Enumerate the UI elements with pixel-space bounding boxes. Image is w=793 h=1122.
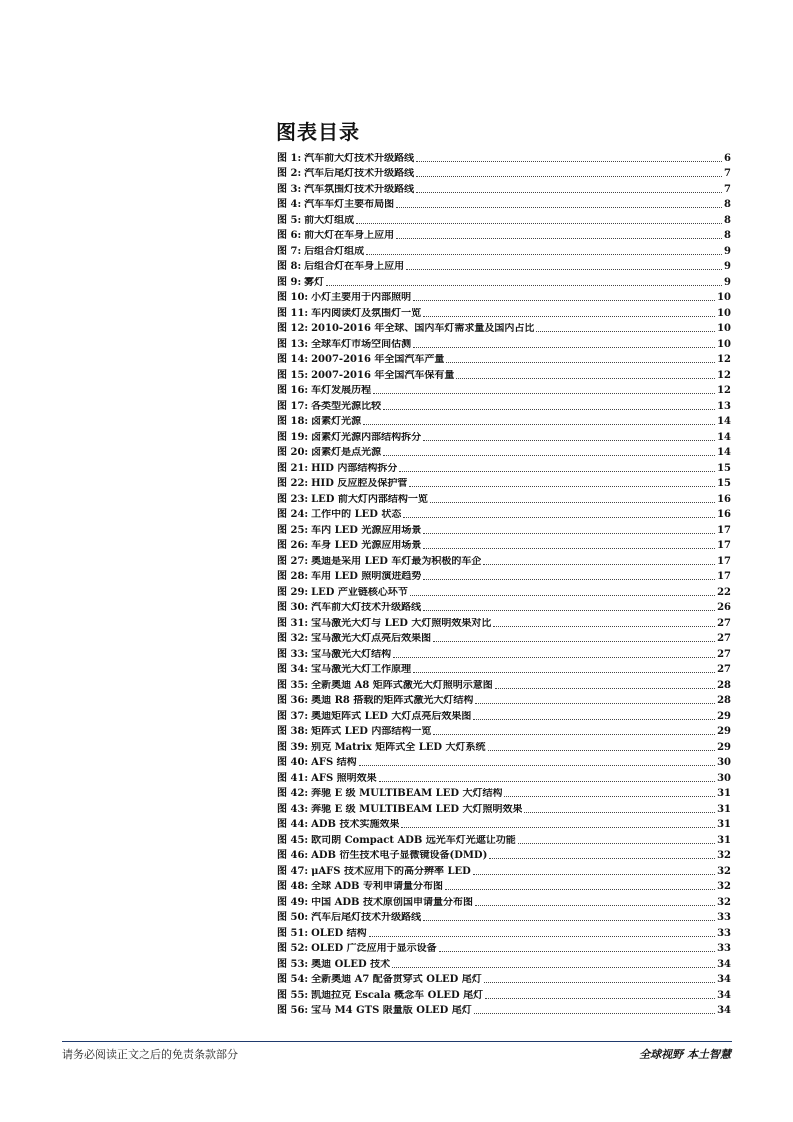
toc-entry-page: 17 [717, 571, 731, 582]
toc-entry-page: 26 [717, 602, 731, 613]
dot-leader [410, 595, 715, 596]
toc-entry-page: 15 [717, 462, 731, 474]
dot-leader [366, 254, 722, 255]
toc-entry-page: 27 [717, 664, 731, 675]
toc-entry-page: 17 [717, 540, 731, 551]
toc-entry[interactable] [277, 878, 731, 894]
toc-entry-page: 10 [717, 307, 731, 319]
toc-entry-title: 车内 LED 光源应用场景 [311, 524, 422, 536]
toc-entry-label: 图 49: [277, 896, 309, 908]
dot-leader [446, 362, 715, 363]
toc-entry-page: 28 [717, 679, 731, 691]
toc-entry[interactable] [277, 413, 731, 429]
toc-entry-page: 30 [717, 757, 731, 768]
toc-entry-title: 汽车氛围灯技术升级路线 [304, 183, 415, 195]
dot-leader [475, 703, 715, 704]
dot-leader [504, 796, 715, 797]
toc-entry-title: HID 内部结构拆分 [311, 462, 398, 474]
toc-entry-page: 10 [717, 323, 731, 334]
toc-entry-title: 奥迪是采用 LED 车灯最为积极的车企 [311, 555, 482, 567]
toc-entry-label: 图 6: [277, 230, 302, 241]
toc-entry-title: 中国 ADB 技术原创国申请量分布图 [311, 896, 473, 908]
dot-leader [396, 238, 722, 239]
dot-leader [485, 998, 715, 999]
toc-entry-page: 32 [717, 881, 731, 892]
toc-entry-label: 图 24: [277, 509, 309, 520]
toc-entry-label: 图 37: [277, 710, 309, 722]
toc-entry[interactable] [277, 614, 731, 630]
toc-entry-label: 图 52: [277, 943, 309, 954]
toc-entry-label: 图 16: [277, 385, 309, 396]
toc-entry-page: 9 [724, 245, 731, 257]
toc-entry-label: 图 20: [277, 447, 309, 458]
toc-entry[interactable] [277, 351, 731, 367]
dot-leader [456, 378, 715, 379]
toc-entry[interactable] [277, 335, 731, 351]
toc-entry-label: 图 35: [277, 679, 309, 691]
toc-entry[interactable] [277, 382, 731, 398]
toc-entry-label: 图 30: [277, 602, 309, 613]
toc-entry-label: 图 15: [277, 369, 309, 381]
toc-entry-title: 汽车后尾灯技术升级路线 [304, 168, 415, 179]
toc-entry[interactable] [277, 227, 731, 243]
toc-entry[interactable] [277, 940, 731, 956]
toc-entry[interactable] [277, 459, 731, 475]
toc-entry-page: 12 [717, 354, 731, 365]
toc-entry-title: 2007-2016 年全国汽车产量 [311, 354, 445, 365]
dot-leader [392, 967, 715, 968]
dot-leader [406, 269, 722, 270]
toc-entry-title: ADB 衍生技术电子显微镜设备(DMD) [311, 850, 488, 861]
toc-entry-label: 图 19: [277, 431, 309, 443]
dot-leader [403, 517, 715, 518]
toc-entry-title: 奥迪矩阵式 LED 大灯点亮后效果图 [311, 710, 472, 722]
dot-leader [379, 781, 715, 782]
toc-entry[interactable] [277, 320, 731, 336]
toc-entry-page: 31 [717, 834, 731, 846]
toc-entry-title: 宝马激光大灯结构 [311, 648, 392, 660]
toc-entry-label: 图 36: [277, 695, 309, 706]
toc-entry-title: 欧司朗 Compact ADB 远光车灯光遮让功能 [311, 834, 516, 846]
dot-leader [430, 502, 715, 503]
toc-entry-label: 图 11: [277, 307, 309, 319]
toc-entry[interactable] [277, 831, 731, 847]
toc-entry-label: 图 51: [277, 927, 309, 939]
toc-entry-label: 图 53: [277, 958, 309, 970]
dot-leader [369, 936, 715, 937]
toc-entry[interactable] [277, 1002, 731, 1018]
toc-entry-label: 图 55: [277, 989, 309, 1001]
toc-entry-title: LED 前大灯内部结构一览 [311, 493, 428, 505]
toc-entry-label: 图 47: [277, 865, 309, 877]
toc-entry[interactable] [277, 490, 731, 506]
toc-entry-label: 图 44: [277, 819, 309, 830]
toc-entry[interactable] [277, 211, 731, 227]
toc-entry-page: 14 [717, 416, 731, 427]
toc-entry[interactable] [277, 599, 731, 615]
dot-leader [413, 672, 715, 673]
toc-entry-title: 后组合灯在车身上应用 [304, 261, 405, 272]
dot-leader [488, 750, 716, 751]
toc-entry-title: 奥迪 R8 搭载的矩阵式激光大灯结构 [311, 695, 474, 706]
toc-entry[interactable] [277, 630, 731, 646]
toc-entry-label: 图 23: [277, 493, 309, 505]
toc-entry-label: 图 32: [277, 633, 309, 644]
toc-entry-page: 22 [717, 586, 731, 598]
toc-entry-title: 汽车前大灯技术升级路线 [304, 152, 415, 164]
toc-entry-page: 8 [724, 230, 731, 241]
dot-leader [416, 176, 722, 177]
toc-entry-title: 后组合灯组成 [304, 245, 365, 257]
toc-entry[interactable] [277, 258, 731, 274]
toc-entry-label: 图 9: [277, 276, 302, 288]
toc-entry-page: 16 [717, 509, 731, 520]
toc-entry-title: 汽车后尾灯技术升级路线 [311, 912, 422, 923]
toc-entry-page: 12 [717, 369, 731, 381]
toc-entry-label: 图 29: [277, 586, 309, 598]
toc-entry-title: 各类型光源比较 [311, 400, 382, 412]
toc-entry-label: 图 7: [277, 245, 302, 257]
toc-entry-label: 图 2: [277, 168, 302, 179]
toc-entry[interactable] [277, 707, 731, 723]
toc-entry-label: 图 13: [277, 338, 309, 350]
dot-leader [473, 874, 715, 875]
toc-entry-label: 图 38: [277, 726, 309, 737]
toc-entry-label: 图 14: [277, 354, 309, 365]
toc-entry-label: 图 5: [277, 214, 302, 226]
toc-entry-label: 图 48: [277, 881, 309, 892]
toc-entry-title: μAFS 技术应用下的高分辨率 LED [311, 865, 471, 877]
footer-divider [62, 1041, 732, 1042]
dot-leader [524, 812, 715, 813]
toc-entry[interactable] [277, 444, 731, 460]
toc-entry-label: 图 56: [277, 1005, 309, 1016]
toc-entry[interactable] [277, 862, 731, 878]
dot-leader [423, 610, 715, 611]
toc-entry-page: 7 [724, 183, 731, 195]
toc-entry-title: HID 反应腔及保护管 [311, 478, 408, 489]
toc-entry[interactable] [277, 552, 731, 568]
toc-entry[interactable] [277, 397, 731, 413]
dot-leader [536, 331, 715, 332]
toc-entry-page: 34 [717, 989, 731, 1001]
toc-entry-page: 7 [724, 168, 731, 179]
dot-leader [393, 657, 715, 658]
toc-entry[interactable] [277, 583, 731, 599]
toc-entry-page: 16 [717, 493, 731, 505]
dot-leader [433, 641, 715, 642]
dot-leader [484, 982, 715, 983]
toc-entry[interactable] [277, 366, 731, 382]
toc-entry-title: OLED 广泛应用于显示设备 [311, 943, 437, 954]
toc-entry-page: 13 [717, 400, 731, 412]
toc-entry-label: 图 33: [277, 648, 309, 660]
toc-entry-label: 图 21: [277, 462, 309, 474]
toc-entry-page: 29 [717, 741, 731, 753]
toc-entry-title: AFS 结构 [311, 757, 357, 768]
toc-entry-title: 前大灯组成 [304, 214, 355, 226]
toc-entry-label: 图 50: [277, 912, 309, 923]
dot-leader [493, 626, 715, 627]
dot-leader [439, 951, 715, 952]
toc-entry-page: 34 [717, 1005, 731, 1016]
toc-entry[interactable] [277, 909, 731, 925]
toc-entry-label: 图 41: [277, 772, 309, 784]
toc-entry-page: 6 [724, 152, 731, 164]
dot-leader [475, 905, 715, 906]
toc-entry-page: 10 [717, 338, 731, 350]
toc-entry-title: 车身 LED 光源应用场景 [311, 540, 422, 551]
toc-entry[interactable] [277, 785, 731, 801]
dot-leader [401, 827, 715, 828]
toc-entry[interactable] [277, 986, 731, 1002]
toc-entry-page: 17 [717, 524, 731, 536]
toc-entry-page: 10 [717, 292, 731, 303]
toc-entry[interactable] [277, 568, 731, 584]
toc-entry-label: 图 22: [277, 478, 309, 489]
page-title: 图表目录 [276, 120, 360, 144]
toc-entry[interactable] [277, 800, 731, 816]
toc-entry[interactable] [277, 924, 731, 940]
toc-entry-title: 宝马激光大灯点亮后效果图 [311, 633, 432, 644]
toc-entry-label: 图 1: [277, 152, 302, 164]
toc-entry-title: 车内阅读灯及氛围灯一览 [311, 307, 422, 319]
dot-leader [416, 161, 722, 162]
toc-entry-page: 34 [717, 958, 731, 970]
toc-entry-title: 2010-2016 年全球、国内车灯需求量及国内占比 [311, 323, 535, 334]
toc-entry-title: LED 产业链核心环节 [311, 586, 408, 598]
toc-entry[interactable] [277, 661, 731, 677]
toc-entry-title: 别克 Matrix 矩阵式全 LED 大灯系统 [311, 741, 486, 753]
toc-entry[interactable] [277, 847, 731, 863]
footer-disclaimer: 请务必阅读正文之后的免责条款部分 [62, 1048, 238, 1061]
toc-entry-page: 33 [717, 912, 731, 923]
toc-entry-title: 矩阵式 LED 内部结构一览 [311, 726, 432, 737]
toc-entry-page: 27 [717, 617, 731, 629]
toc-entry-page: 30 [717, 772, 731, 784]
dot-leader [399, 471, 715, 472]
toc-entry-label: 图 3: [277, 183, 302, 195]
toc-entry-label: 图 39: [277, 741, 309, 753]
toc-entry[interactable] [277, 149, 731, 165]
toc-entry[interactable] [277, 723, 731, 739]
toc-entry-label: 图 34: [277, 664, 309, 675]
toc-entry-title: 奥迪 OLED 技术 [311, 958, 391, 970]
toc-entry[interactable] [277, 242, 731, 258]
toc-entry[interactable] [277, 289, 731, 305]
toc-entry-label: 图 31: [277, 617, 309, 629]
toc-entry[interactable] [277, 506, 731, 522]
toc-entry-title: 宝马激光大灯工作原理 [311, 664, 412, 675]
dot-leader [489, 858, 715, 859]
toc-entry-page: 9 [724, 276, 731, 288]
dot-leader [433, 734, 715, 735]
toc-entry-label: 图 27: [277, 555, 309, 567]
dot-leader [383, 409, 715, 410]
toc-entry-page: 17 [717, 555, 731, 567]
toc-entry[interactable] [277, 676, 731, 692]
toc-entry-label: 图 43: [277, 803, 309, 815]
dot-leader [423, 548, 715, 549]
dot-leader [518, 843, 715, 844]
toc-entry-title: 卤素灯是点光源 [311, 447, 382, 458]
toc-entry-title: AFS 照明效果 [311, 772, 377, 784]
toc-entry[interactable] [277, 537, 731, 553]
toc-entry-title: 奔驰 E 级 MULTIBEAM LED 大灯照明效果 [311, 803, 523, 815]
toc-entry-page: 8 [724, 214, 731, 226]
toc-entry-page: 12 [717, 385, 731, 396]
toc-entry[interactable] [277, 754, 731, 770]
toc-entry[interactable] [277, 180, 731, 196]
toc-entry-title: 小灯主要用于内部照明 [311, 292, 412, 303]
toc-entry-title: 宝马激光大灯与 LED 大灯照明效果对比 [311, 617, 492, 629]
toc-entry-title: 2007-2016 年全国汽车保有量 [311, 369, 455, 381]
toc-entry-label: 图 8: [277, 261, 302, 272]
dot-leader [326, 285, 722, 286]
dot-leader [413, 300, 715, 301]
dot-leader [409, 486, 715, 487]
toc-entry-label: 图 17: [277, 400, 309, 412]
toc-entry[interactable] [277, 893, 731, 909]
toc-entry-title: 全新奥迪 A8 矩阵式激光大灯照明示意图 [311, 679, 493, 691]
toc-entry-title: 凯迪拉克 Escala 概念车 OLED 尾灯 [311, 989, 484, 1001]
dot-leader [396, 207, 722, 208]
toc-entry-page: 32 [717, 896, 731, 908]
toc-entry-page: 28 [717, 695, 731, 706]
toc-entry-page: 27 [717, 633, 731, 644]
dot-leader [413, 347, 715, 348]
toc-entry[interactable] [277, 971, 731, 987]
toc-entry-title: ADB 技术实施效果 [311, 819, 400, 830]
toc-entry[interactable] [277, 816, 731, 832]
toc-entry-label: 图 40: [277, 757, 309, 768]
toc-entry[interactable] [277, 955, 731, 971]
toc-entry-page: 31 [717, 803, 731, 815]
toc-entry-title: 卤素灯光源内部结构拆分 [311, 431, 422, 443]
toc-entry-label: 图 12: [277, 323, 309, 334]
toc-entry-label: 图 10: [277, 292, 309, 303]
toc-entry-page: 29 [717, 710, 731, 722]
toc-entry-page: 14 [717, 447, 731, 458]
toc-entry-title: 工作中的 LED 状态 [311, 509, 402, 520]
toc-entry-page: 33 [717, 927, 731, 939]
dot-leader [473, 719, 715, 720]
toc-entry-title: 汽车车灯主要布局图 [304, 199, 395, 210]
toc-entry-title: 全球 ADB 专利申请量分布图 [311, 881, 443, 892]
toc-entry-page: 15 [717, 478, 731, 489]
toc-entry-title: 雾灯 [304, 276, 325, 288]
toc-entry-label: 图 46: [277, 850, 309, 861]
toc-entry-title: 卤素灯光源 [311, 416, 362, 427]
toc-entry-page: 31 [717, 788, 731, 799]
toc-entry-title: 汽车前大灯技术升级路线 [311, 602, 422, 613]
toc-entry-title: 全新奥迪 A7 配备贯穿式 OLED 尾灯 [311, 974, 482, 985]
dot-leader [495, 688, 715, 689]
toc-entry[interactable] [277, 475, 731, 491]
toc-entry-page: 29 [717, 726, 731, 737]
toc-entry-title: OLED 结构 [311, 927, 367, 939]
toc-entry-label: 图 45: [277, 834, 309, 846]
toc-entry-page: 32 [717, 850, 731, 861]
toc-entry-page: 31 [717, 819, 731, 830]
toc-entry-page: 32 [717, 865, 731, 877]
footer-slogan: 全球视野 本土智慧 [639, 1048, 731, 1061]
toc-entry-page: 14 [717, 431, 731, 443]
dot-leader [373, 393, 715, 394]
toc-entry-title: 车用 LED 照明演进趋势 [311, 571, 422, 582]
dot-leader [474, 1013, 715, 1014]
dot-leader [423, 440, 715, 441]
toc-entry[interactable] [277, 645, 731, 661]
dot-leader [423, 579, 715, 580]
toc-entry-page: 8 [724, 199, 731, 210]
toc-entry-label: 图 4: [277, 199, 302, 210]
toc-entry[interactable] [277, 196, 731, 212]
toc-entry[interactable] [277, 692, 731, 708]
dot-leader [423, 533, 715, 534]
toc-entry-label: 图 18: [277, 416, 309, 427]
toc-entry-page: 9 [724, 261, 731, 272]
dot-leader [483, 564, 715, 565]
dot-leader [356, 223, 722, 224]
toc-entry[interactable] [277, 165, 731, 181]
toc-entry-label: 图 54: [277, 974, 309, 985]
dot-leader [363, 424, 715, 425]
dot-leader [416, 192, 722, 193]
toc-entry-title: 宝马 M4 GTS 限量版 OLED 尾灯 [311, 1005, 472, 1016]
toc-entry[interactable] [277, 304, 731, 320]
dot-leader [423, 920, 715, 921]
toc-entry-page: 33 [717, 943, 731, 954]
toc-entry[interactable] [277, 769, 731, 785]
dot-leader [359, 765, 715, 766]
toc-entry[interactable] [277, 428, 731, 444]
toc-entry[interactable] [277, 738, 731, 754]
toc-entry-title: 奔驰 E 级 MULTIBEAM LED 大灯结构 [311, 788, 503, 799]
dot-leader [423, 316, 715, 317]
toc-entry-label: 图 26: [277, 540, 309, 551]
toc-entry-title: 全球车灯市场空间估测 [311, 338, 412, 350]
toc-entry-title: 前大灯在车身上应用 [304, 230, 395, 241]
toc-entry-title: 车灯发展历程 [311, 385, 372, 396]
toc-list [277, 149, 731, 1017]
toc-entry-label: 图 25: [277, 524, 309, 536]
dot-leader [383, 455, 715, 456]
dot-leader [445, 889, 715, 890]
toc-entry-page: 27 [717, 648, 731, 660]
toc-entry[interactable] [277, 273, 731, 289]
toc-entry-page: 34 [717, 974, 731, 985]
toc-entry-label: 图 28: [277, 571, 309, 582]
toc-entry[interactable] [277, 521, 731, 537]
toc-entry-label: 图 42: [277, 788, 309, 799]
